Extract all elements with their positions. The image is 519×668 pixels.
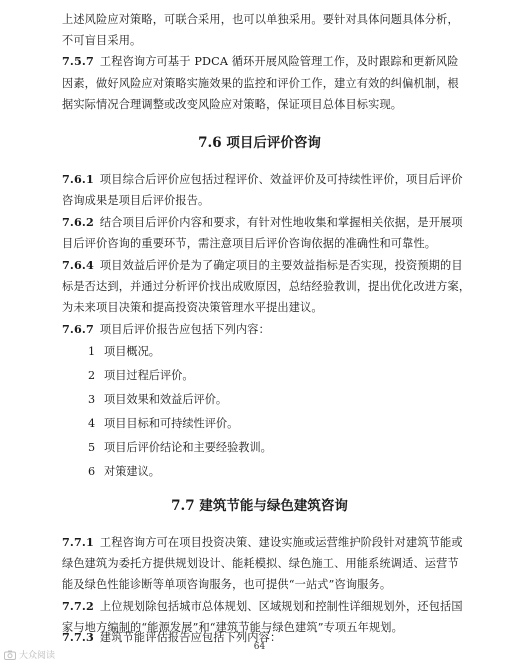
section-number: 7.7.2 [62,599,94,613]
list-index: 2 [88,369,96,382]
list-item [88,368,194,383]
paragraph-line: 目后评价咨询的重要环节，需注意项目后评价咨询依据的准确性和可靠性。 [62,237,437,250]
section-7-7-1 [62,535,472,550]
list-text: 项目目标和可持续性评价。 [104,417,239,430]
paragraph-line: 家与地方编制的“能源发展”和“建筑节能与绿色建筑”专项五年规划。 [62,621,403,634]
list-index: 6 [88,465,96,478]
page-number: 64 [253,642,266,652]
paragraph-line: 能及绿色性能诊断等单项咨询服务，也可提供“一站式”咨询服务。 [62,578,392,591]
paragraph-text: 结合项目后评价内容和要求，有针对性地收集和掌握相关依据，是开展项 [99,216,463,229]
list-item [88,440,272,455]
paragraph-line: 标是否达到，并通过分析评价找出成败原因，总结经验教训，提出优化改进方案， [62,280,471,293]
section-number: 7.6.2 [62,215,94,229]
paragraph-text: 工程咨询方可在项目投资决策、建设实施或运营维护阶段针对建筑节能或 [99,536,463,549]
section-number: 7.6.7 [62,322,94,336]
list-item [88,464,160,479]
section-heading-7-6: 7.6 项目后评价咨询 [198,135,321,151]
paragraph-line: 据实际情况合理调整或改变风险应对策略，保证项目总体目标实现。 [62,98,403,111]
section-7-6-4 [62,258,472,273]
list-text: 对策建议。 [104,465,160,478]
section-7-7-2 [62,599,472,614]
paragraph-text: 项目综合后评价应包括过程评价、效益评价及可持续性评价，项目后评价 [99,173,463,186]
section-7-6-1 [62,172,472,187]
list-item [88,416,238,431]
paragraph-text: 上位规划除包括城市总体规划、区域规划和控制性详细规划外，还包括国 [99,600,463,613]
list-text: 项目概况。 [104,345,160,358]
section-number: 7.6.4 [62,258,94,272]
section-number: 7.7.3 [62,630,94,644]
section-heading-7-7: 7.7 建筑节能与绿色建筑咨询 [171,498,348,514]
paragraph-line: 因素，做好风险应对策略实施效果的监控和评价工作，建立有效的纠偏机制，根 [62,77,459,90]
paragraph-text: 项目后评价报告应包括下列内容： [99,323,270,336]
camera-icon [4,650,16,660]
paragraph-line: 上述风险应对策略，可联合采用，也可以单独采用。要针对具体问题具体分析， [62,13,459,26]
section-7-5-7 [62,54,472,69]
watermark [4,648,55,661]
paragraph-line: 不可盲目采用。 [62,34,142,47]
list-index: 1 [88,345,96,358]
list-item [88,344,160,359]
paragraph-text: 项目效益后评价是为了确定项目的主要效益指标是否实现，投资预期的目 [99,259,463,272]
list-item [88,392,227,407]
section-7-6-2 [62,215,472,230]
list-index: 5 [88,441,96,454]
section-number: 7.5.7 [62,54,94,68]
section-7-6-7 [62,322,472,337]
paragraph-text: 建筑节能评估报告应包括下列内容： [99,631,282,644]
list-index: 3 [88,393,96,406]
paragraph-line: 绿色建筑为委托方提供规划设计、能耗模拟、绿色施工、用能系统调适、运营节 [62,557,459,570]
paragraph-line: 为未来项目决策和提高投资决策管理水平提出建议。 [62,301,323,314]
paragraph-line: 咨询成果是项目后评价报告。 [62,194,210,207]
section-number: 7.7.1 [62,535,94,549]
list-text: 项目后评价结论和主要经验教训。 [104,441,272,454]
list-index: 4 [88,417,96,430]
section-number: 7.6.1 [62,172,94,186]
list-text: 项目效果和效益后评价。 [104,393,228,406]
list-text: 项目过程后评价。 [104,369,194,382]
watermark-text: 大众阅读 [19,651,56,661]
paragraph-text: 工程咨询方可基于 PDCA 循环开展风险管理工作，及时跟踪和更新风险 [99,55,459,68]
